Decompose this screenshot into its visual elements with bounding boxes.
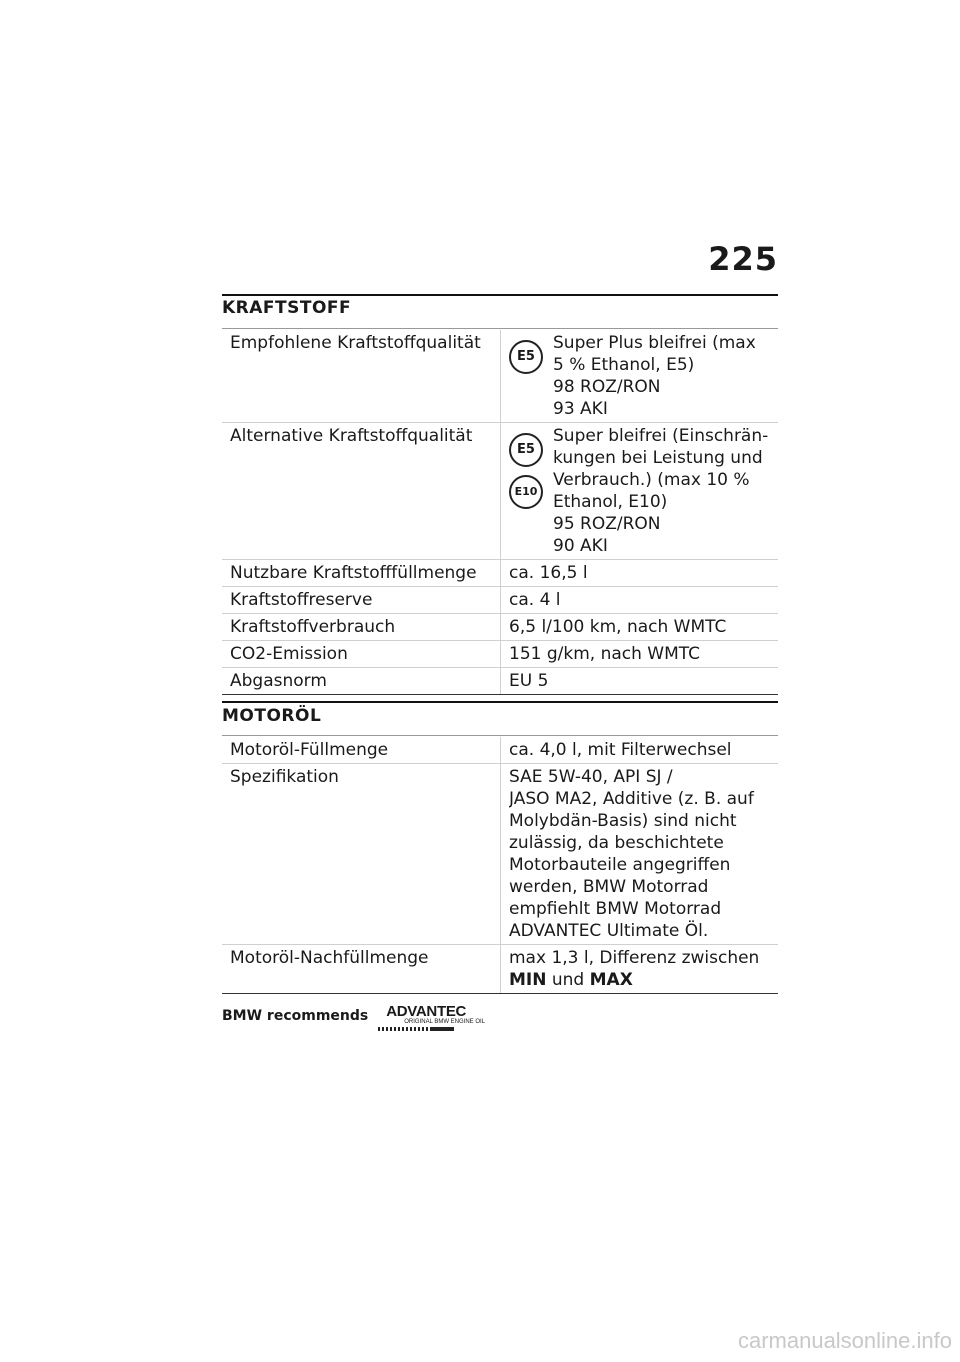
table-row bbox=[222, 587, 778, 614]
table-row bbox=[222, 330, 778, 423]
section-subrule-motoroel bbox=[222, 735, 778, 736]
value-line: 93 AKI bbox=[553, 399, 608, 419]
row-value: 151 g/km, nach WMTC bbox=[501, 641, 779, 668]
row-value bbox=[501, 945, 779, 994]
row-label: Abgasnorm bbox=[222, 668, 501, 695]
and-text: und bbox=[546, 970, 590, 990]
table-row bbox=[222, 614, 778, 641]
section-rule-kraftstoff bbox=[222, 294, 778, 296]
value-line: Molybdän-Basis) sind nicht bbox=[509, 811, 737, 831]
fuel-badges bbox=[509, 425, 547, 513]
value-line: ADVANTEC Ultimate Öl. bbox=[509, 921, 709, 941]
row-label: Motoröl-Nachfüllmenge bbox=[222, 945, 501, 994]
row-value: 6,5 l/100 km, nach WMTC bbox=[501, 614, 779, 641]
value-line bbox=[509, 969, 778, 991]
logo-bar bbox=[430, 1027, 454, 1031]
value-line: zulässig, da beschichtete bbox=[509, 833, 724, 853]
table-row bbox=[222, 668, 778, 695]
value-line: JASO MA2, Additive (z. B. auf bbox=[509, 789, 754, 809]
row-label: Spezifikation bbox=[222, 764, 501, 945]
section-title-kraftstoff: KRAFTSTOFF bbox=[222, 298, 352, 318]
row-value bbox=[501, 330, 779, 423]
kraftstoff-table bbox=[222, 330, 778, 695]
advantec-logo bbox=[378, 1003, 486, 1033]
row-label: Motoröl-Füllmenge bbox=[222, 737, 501, 764]
value-line: Super Plus bleifrei (max bbox=[553, 333, 756, 353]
value-line: werden, BMW Motorrad bbox=[509, 877, 709, 897]
row-value: ca. 4,0 l, mit Filterwechsel bbox=[501, 737, 779, 764]
row-label: Nutzbare Kraftstofffüllmenge bbox=[222, 560, 501, 587]
row-label: CO2-Emission bbox=[222, 641, 501, 668]
table-row bbox=[222, 641, 778, 668]
max-marker: MAX bbox=[589, 970, 633, 990]
row-value bbox=[501, 764, 779, 945]
e10-fuel-icon: E10 bbox=[509, 475, 543, 509]
min-marker: MIN bbox=[509, 970, 547, 990]
e5-fuel-icon: E5 bbox=[509, 340, 543, 374]
value-line: 90 AKI bbox=[553, 536, 608, 556]
table-row bbox=[222, 764, 778, 945]
logo-stripe bbox=[378, 1027, 430, 1031]
row-label: Alternative Kraftstoffqualität bbox=[222, 423, 501, 560]
row-label: Kraftstoffverbrauch bbox=[222, 614, 501, 641]
value-line: 95 ROZ/RON bbox=[553, 514, 661, 534]
value-line: 5 % Ethanol, E5) bbox=[553, 355, 695, 375]
page-number: 225 bbox=[708, 240, 778, 278]
value-line: Ethanol, E10) bbox=[553, 492, 668, 512]
row-value bbox=[501, 423, 779, 560]
recommends-text: BMW recommends bbox=[222, 1008, 369, 1024]
table-row bbox=[222, 423, 778, 560]
footer-recommendation bbox=[222, 1003, 486, 1033]
value-line: 98 ROZ/RON bbox=[553, 377, 661, 397]
table-row bbox=[222, 945, 778, 994]
e5-fuel-icon: E5 bbox=[509, 433, 543, 467]
value-line: SAE 5W-40, API SJ / bbox=[509, 767, 673, 787]
value-line: Super bleifrei (Einschrän- bbox=[553, 426, 769, 446]
value-line: kungen bei Leistung und bbox=[553, 448, 763, 468]
value-line: Verbrauch.) (max 10 % bbox=[553, 470, 750, 490]
logo-brand: ADVANTEC bbox=[386, 1003, 467, 1020]
fuel-badges bbox=[509, 332, 547, 378]
row-value: ca. 16,5 l bbox=[501, 560, 779, 587]
watermark: carmanualsonline.info bbox=[737, 1328, 952, 1353]
row-label: Kraftstoffreserve bbox=[222, 587, 501, 614]
row-label: Empfohlene Kraftstoffqualität bbox=[222, 330, 501, 423]
row-value: ca. 4 l bbox=[501, 587, 779, 614]
value-line: empfiehlt BMW Motorrad bbox=[509, 899, 722, 919]
motoroel-table bbox=[222, 737, 778, 994]
value-line: Motorbauteile angegriffen bbox=[509, 855, 731, 875]
row-value: EU 5 bbox=[501, 668, 779, 695]
table-row bbox=[222, 737, 778, 764]
section-title-motoroel: MOTORÖL bbox=[222, 706, 322, 726]
value-line: max 1,3 l, Differenz zwischen bbox=[509, 948, 760, 968]
table-row bbox=[222, 560, 778, 587]
section-subrule-kraftstoff bbox=[222, 328, 778, 329]
logo-subtitle: ORIGINAL BMW ENGINE OIL bbox=[404, 1019, 486, 1025]
section-rule-motoroel bbox=[222, 701, 778, 703]
